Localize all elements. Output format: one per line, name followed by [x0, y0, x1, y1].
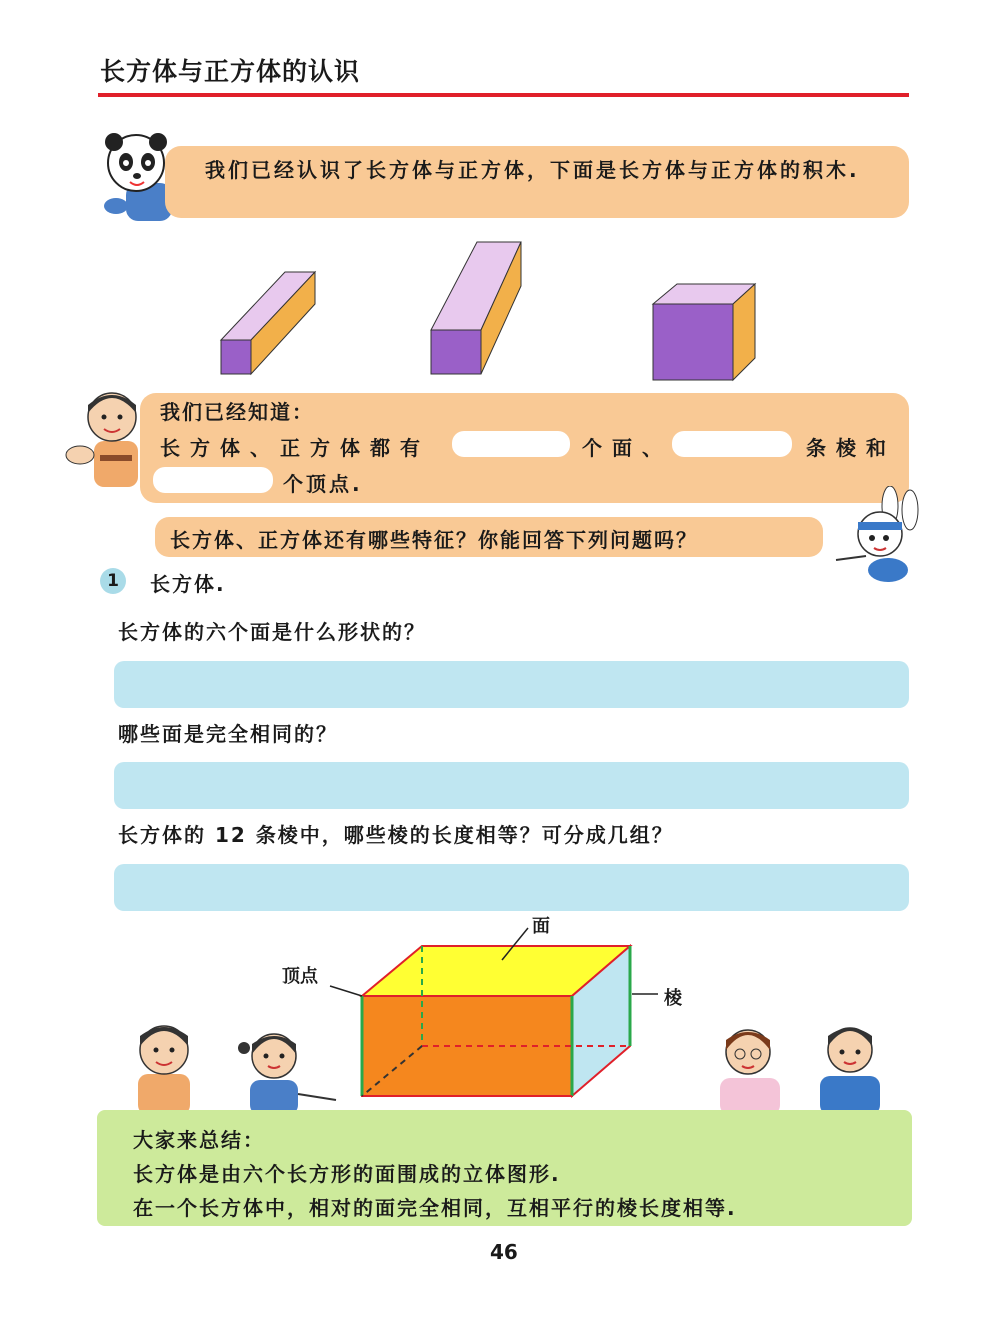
- summary-heading: 大家来总结：: [133, 1128, 265, 1152]
- known-lead: 我们已经知道：: [160, 400, 314, 424]
- blocks-illustration: [215, 236, 775, 386]
- summary-line-2: 在一个长方体中，相对的面完全相同，互相平行的棱长度相等.: [133, 1196, 737, 1220]
- children-left-illustration: [108, 1010, 338, 1115]
- answer-field-3[interactable]: [114, 864, 909, 911]
- edges-count-blank[interactable]: [672, 431, 792, 457]
- question-2: 哪些面是完全相同的？: [118, 722, 338, 746]
- page-title: 长方体与正方体的认识: [100, 57, 361, 86]
- intro-text: 我们已经认识了长方体与正方体，下面是长方体与正方体的积木.: [205, 158, 860, 182]
- known-edges-suffix: 条棱和: [806, 436, 896, 460]
- known-faces-suffix: 个面、: [582, 436, 672, 460]
- answer-field-1[interactable]: [114, 661, 909, 708]
- known-line-faces: 长方体、正方体都有: [160, 436, 430, 460]
- known-vertices-suffix: 个顶点.: [283, 472, 363, 496]
- question-1: 长方体的六个面是什么形状的？: [118, 620, 426, 644]
- section-title: 长方体.: [150, 572, 226, 596]
- rabbit-character-illustration: [826, 486, 926, 586]
- faces-count-blank[interactable]: [452, 431, 570, 457]
- vertex-label: 顶点: [282, 966, 318, 987]
- cube-block: [653, 284, 755, 380]
- face-label: 面: [532, 916, 550, 937]
- page-number: 46: [490, 1240, 518, 1264]
- cuboid-block-2: [431, 242, 521, 374]
- prompt-text: 长方体、正方体还有哪些特征？你能回答下列问题吗？: [170, 528, 698, 552]
- question-3: 长方体的 12 条棱中，哪些棱的长度相等？可分成几组？: [118, 823, 674, 847]
- title-underline: [98, 93, 909, 97]
- edge-label: 棱: [664, 988, 682, 1009]
- section-number-badge: 1: [100, 568, 126, 594]
- vertices-count-blank[interactable]: [153, 467, 273, 493]
- summary-line-1: 长方体是由六个长方形的面围成的立体图形.: [133, 1162, 561, 1186]
- answer-field-2[interactable]: [114, 762, 909, 809]
- children-right-illustration: [710, 1010, 890, 1115]
- cuboid-block-1: [221, 272, 315, 374]
